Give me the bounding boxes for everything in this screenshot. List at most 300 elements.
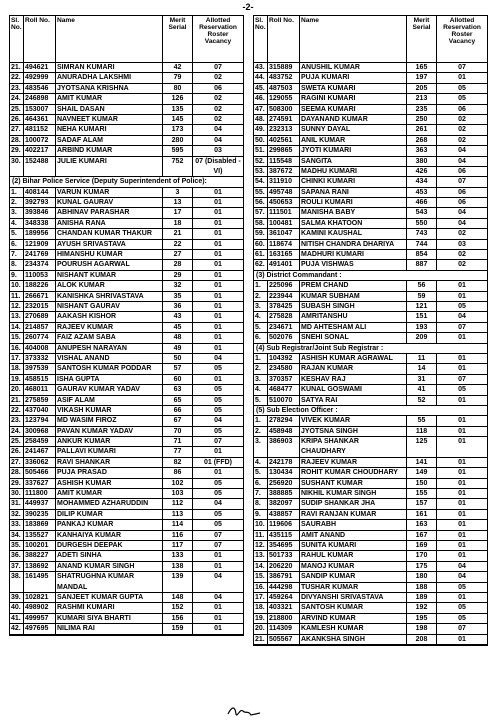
- cell-sl: 39.: [10, 593, 24, 602]
- cell-vacancy: 04: [214, 500, 222, 508]
- table-row: [10, 136, 243, 146]
- table-row: [10, 406, 243, 416]
- cell-sl: 22.: [10, 73, 24, 82]
- table-row: [254, 302, 487, 312]
- cell-merit: 121: [407, 302, 437, 311]
- left-table: [9, 15, 244, 636]
- cell-vacancy: 01: [214, 614, 222, 622]
- cell-sl: 20.: [10, 385, 24, 394]
- cell-name: SEEMA KUMARI: [300, 105, 407, 114]
- cell-vacancy: 02: [458, 251, 466, 259]
- cell-sl: 22.: [10, 406, 24, 415]
- cell-name: SHATRUGHNA KUMAR MANDAL: [56, 572, 163, 592]
- cell-name: FAIZ AZAM SABA: [56, 333, 163, 342]
- table-row: [254, 489, 487, 499]
- cell-vacancy: 04: [458, 313, 466, 321]
- cell-vacancy: 03: [458, 240, 466, 248]
- cell-roll: 361047: [268, 229, 300, 238]
- cell-roll: 214857: [24, 323, 56, 332]
- table-row: [254, 437, 487, 458]
- cell-roll: 111800: [24, 489, 56, 498]
- cell-sl: 52.: [254, 157, 268, 166]
- cell-roll: 390235: [24, 510, 56, 519]
- cell-roll: 459264: [268, 593, 300, 602]
- cell-sl: 11.: [254, 531, 268, 540]
- table-row: [254, 572, 487, 582]
- cell-vacancy: 03: [214, 147, 222, 155]
- cell-name: AMIT KUMAR: [56, 489, 163, 498]
- table-row: [10, 396, 243, 406]
- cell-vacancy: 01: [458, 365, 466, 373]
- cell-sl: 25.: [10, 105, 24, 114]
- cell-name: RAJEEV KUMAR: [300, 458, 407, 467]
- cell-merit: 426: [407, 167, 437, 176]
- table-row: [254, 105, 487, 115]
- cell-vacancy: 01: [458, 74, 466, 82]
- cell-vacancy: 01: [214, 282, 222, 290]
- cell-vacancy: 01: [214, 219, 222, 227]
- table-row: [254, 385, 487, 395]
- cell-name: ALOK KUMAR: [56, 281, 163, 290]
- cell-name: SUBASH SINGH: [300, 302, 407, 311]
- cell-sl: 21.: [10, 63, 24, 72]
- cell-sl: 2.: [254, 427, 268, 436]
- section-heading: (3) District Commandant :: [254, 271, 487, 281]
- cell-roll: 505567: [268, 635, 300, 644]
- cell-sl: 29.: [10, 146, 24, 155]
- cell-sl: 15.: [254, 572, 268, 581]
- table-row: [254, 614, 487, 624]
- cell-sl: 7.: [10, 250, 24, 259]
- cell-vacancy: 07: [214, 531, 222, 539]
- cell-name: ANIL KUMAR: [300, 136, 407, 145]
- table-row: [254, 375, 487, 385]
- cell-merit: 125: [407, 437, 437, 457]
- cell-merit: 18: [163, 219, 193, 228]
- header-merit: Merit Serial: [407, 16, 437, 62]
- cell-name: ARBIND KUMAR: [56, 146, 163, 155]
- cell-sl: 16.: [254, 583, 268, 592]
- cell-sl: 59.: [254, 229, 268, 238]
- cell-vacancy: 05: [458, 604, 466, 612]
- cell-sl: 17.: [10, 354, 24, 363]
- table-header: [10, 16, 243, 63]
- cell-merit: 57: [163, 364, 193, 373]
- cell-name: DILIP KUMAR: [56, 510, 163, 519]
- cell-vacancy: 07: [458, 64, 466, 71]
- cell-merit: 195: [407, 614, 437, 623]
- cell-merit: 189: [407, 593, 437, 602]
- cell-merit: 135: [163, 105, 193, 114]
- cell-vacancy: 01: [214, 604, 222, 612]
- cell-roll: 152488: [24, 157, 56, 177]
- cell-vacancy: 05: [214, 396, 222, 404]
- cell-sl: 44.: [254, 73, 268, 82]
- cell-merit: 14: [407, 364, 437, 373]
- cell-sl: 21.: [10, 396, 24, 405]
- table-row: [254, 499, 487, 509]
- table-row: [10, 94, 243, 104]
- cell-sl: 21.: [254, 635, 268, 644]
- cell-vacancy: 01: [458, 427, 466, 435]
- cell-sl: 28.: [10, 136, 24, 145]
- table-row: [10, 63, 243, 73]
- cell-sl: 46.: [254, 94, 268, 103]
- cell-vacancy: 07: [214, 438, 222, 446]
- cell-vacancy: 02: [214, 105, 222, 113]
- cell-sl: 2.: [10, 198, 24, 207]
- cell-roll: 153007: [24, 105, 56, 114]
- cell-merit: 3: [163, 188, 193, 197]
- cell-merit: 103: [163, 489, 193, 498]
- cell-sl: 27.: [10, 125, 24, 134]
- cell-merit: 165: [407, 63, 437, 72]
- cell-merit: 116: [163, 531, 193, 540]
- cell-roll: 104392: [268, 354, 300, 363]
- cell-roll: 501733: [268, 551, 300, 560]
- cell-sl: 57.: [254, 208, 268, 217]
- table-row: [10, 260, 243, 270]
- cell-merit: 163: [407, 520, 437, 529]
- cell-vacancy: 07: [458, 375, 466, 383]
- cell-merit: 188: [407, 583, 437, 592]
- cell-merit: 887: [407, 260, 437, 269]
- cell-sl: 1.: [254, 281, 268, 290]
- cell-sl: 62.: [254, 260, 268, 269]
- cell-vacancy: 01: [214, 448, 222, 456]
- cell-merit: 150: [407, 479, 437, 488]
- cell-vacancy: 01: [458, 500, 466, 508]
- cell-roll: 497695: [24, 624, 56, 633]
- cell-vacancy: 07: [458, 178, 466, 186]
- cell-name: ASHISH KUMAR: [56, 479, 163, 488]
- cell-sl: 53.: [254, 167, 268, 176]
- cell-merit: 35: [163, 292, 193, 301]
- cell-roll: 100481: [268, 219, 300, 228]
- cell-vacancy: 02: [458, 126, 466, 134]
- table-row: [254, 188, 487, 198]
- cell-sl: 9.: [10, 271, 24, 280]
- cell-sl: 14.: [254, 562, 268, 571]
- table-row: [10, 354, 243, 364]
- cell-name: ADETI SINHA: [56, 551, 163, 560]
- cell-name: RAHUL KUMAR: [300, 551, 407, 560]
- cell-roll: 483546: [24, 84, 56, 93]
- cell-merit: 113: [163, 510, 193, 519]
- cell-vacancy: 06: [458, 188, 466, 196]
- cell-name: KANISHKA SHRIVASTAVA: [56, 292, 163, 301]
- table-row: [254, 73, 487, 83]
- table-row: [10, 364, 243, 374]
- cell-sl: 5.: [10, 229, 24, 238]
- table-row: [10, 84, 243, 94]
- cell-name: KUNAL GAURAV: [56, 198, 163, 207]
- cell-name: NAVNEET KUMAR: [56, 115, 163, 124]
- table-row: [10, 541, 243, 551]
- cell-vacancy: 04: [458, 157, 466, 165]
- cell-name: VARUN KUMAR: [56, 188, 163, 197]
- table-row: [10, 458, 243, 468]
- table-row: [254, 510, 487, 520]
- cell-name: JULIE KUMARI: [56, 157, 163, 177]
- cell-roll: 393846: [24, 208, 56, 217]
- cell-merit: 213: [407, 94, 437, 103]
- cell-name: KAMLESH KUMAR: [300, 624, 407, 633]
- cell-merit: 36: [163, 302, 193, 311]
- cell-vacancy: 01: [214, 375, 222, 383]
- cell-name: RAJAN KUMAR: [300, 364, 407, 373]
- cell-roll: 300968: [24, 427, 56, 436]
- cell-roll: 508300: [268, 105, 300, 114]
- cell-merit: 161: [407, 510, 437, 519]
- cell-merit: 67: [163, 416, 193, 425]
- cell-name: SUNITA KUMARI: [300, 541, 407, 550]
- cell-sl: 3.: [254, 437, 268, 457]
- cell-vacancy: 01: [458, 479, 466, 487]
- cell-sl: 18.: [254, 603, 268, 612]
- cell-vacancy: 04: [458, 562, 466, 570]
- cell-sl: 55.: [254, 188, 268, 197]
- cell-vacancy: 01: [214, 230, 222, 238]
- cell-merit: 82: [163, 458, 193, 467]
- cell-sl: 34.: [10, 531, 24, 540]
- cell-merit: 175: [407, 562, 437, 571]
- cell-sl: 3.: [10, 208, 24, 217]
- cell-name: VIKASH KUMAR: [56, 406, 163, 415]
- cell-name: DURGESH DEEPAK: [56, 541, 163, 550]
- table-row: [254, 229, 487, 239]
- cell-name: VISHAL ANAND: [56, 354, 163, 363]
- cell-merit: 193: [407, 323, 437, 332]
- cell-roll: 189956: [24, 229, 56, 238]
- cell-name: MANISHA BABY: [300, 208, 407, 217]
- header-name: Name: [300, 16, 407, 62]
- cell-sl: 58.: [254, 219, 268, 228]
- cell-roll: 438857: [268, 510, 300, 519]
- table-row: [10, 593, 243, 603]
- cell-roll: 487503: [268, 84, 300, 93]
- cell-vacancy: 05: [458, 583, 466, 591]
- cell-name: KANHAIYA KUMAR: [56, 531, 163, 540]
- table-row: [254, 541, 487, 551]
- cell-vacancy: 01: [458, 458, 466, 466]
- table-row: [10, 437, 243, 447]
- cell-roll: 299865: [268, 146, 300, 155]
- cell-sl: 17.: [254, 593, 268, 602]
- cell-roll: 499957: [24, 614, 56, 623]
- cell-merit: 453: [407, 188, 437, 197]
- cell-merit: 102: [163, 479, 193, 488]
- cell-vacancy: 01: [458, 354, 466, 362]
- table-row: [254, 416, 487, 426]
- cell-name: JYOTI KUMARI: [300, 146, 407, 155]
- cell-sl: 48.: [254, 115, 268, 124]
- cell-sl: 9.: [254, 510, 268, 519]
- table-header: [254, 16, 487, 63]
- cell-vacancy: 07: [458, 323, 466, 331]
- header-roll: Roll No.: [268, 16, 300, 62]
- cell-name: NILIMA RAI: [56, 624, 163, 633]
- table-row: [254, 364, 487, 374]
- table-row: [254, 84, 487, 94]
- cell-merit: 112: [163, 499, 193, 508]
- header-vacancy: Allotted Reservation Roster Vacancy: [443, 17, 481, 45]
- cell-name: GAURAV KUMAR YADAV: [56, 385, 163, 394]
- cell-name: ANKUR KUMAR: [56, 437, 163, 446]
- cell-roll: 435115: [268, 531, 300, 540]
- cell-merit: 17: [163, 208, 193, 217]
- cell-merit: 80: [163, 84, 193, 93]
- cell-name: DAYANAND KUMAR: [300, 115, 407, 124]
- cell-roll: 234671: [268, 323, 300, 332]
- table-row: [10, 115, 243, 125]
- cell-merit: 43: [163, 312, 193, 321]
- table-row: [10, 624, 243, 634]
- cell-vacancy: 01: [214, 313, 222, 321]
- cell-merit: 280: [163, 136, 193, 145]
- cell-vacancy: 01: [214, 292, 222, 300]
- cell-name: CHANDAN KUMAR THAKUR: [56, 229, 163, 238]
- table-row: [254, 333, 487, 343]
- cell-sl: 26.: [10, 447, 24, 456]
- cell-sl: 3.: [254, 375, 268, 384]
- cell-name: MOHAMMED AZHARUDDIN: [56, 499, 163, 508]
- table-row: [10, 125, 243, 135]
- cell-name: ASHISH KUMAR AGRAWAL: [300, 354, 407, 363]
- cell-merit: 21: [163, 229, 193, 238]
- cell-merit: 55: [407, 416, 437, 425]
- table-row: [10, 520, 243, 530]
- table-row: [254, 198, 487, 208]
- cell-roll: 337627: [24, 479, 56, 488]
- cell-merit: 141: [407, 458, 437, 467]
- cell-roll: 123794: [24, 416, 56, 425]
- cell-vacancy: 07: [214, 64, 222, 71]
- cell-vacancy: 07 (Disabled - VI): [195, 157, 241, 175]
- cell-sl: 24.: [10, 427, 24, 436]
- cell-roll: 354695: [268, 541, 300, 550]
- cell-roll: 458948: [268, 427, 300, 436]
- table-row: [10, 302, 243, 312]
- cell-name: PUJA KUMARI: [300, 73, 407, 82]
- cell-sl: 12.: [10, 302, 24, 311]
- cell-roll: 138692: [24, 562, 56, 571]
- cell-vacancy: 01: [214, 261, 222, 269]
- cell-roll: 492999: [24, 73, 56, 82]
- cell-merit: 192: [407, 603, 437, 612]
- cell-merit: 27: [163, 250, 193, 259]
- cell-roll: 505466: [24, 468, 56, 477]
- cell-vacancy: 01: [458, 396, 466, 404]
- cell-sl: 28.: [10, 468, 24, 477]
- table-row: [254, 281, 487, 291]
- cell-sl: 43.: [254, 63, 268, 72]
- cell-merit: 70: [163, 427, 193, 436]
- cell-merit: 45: [163, 323, 193, 332]
- table-row: [254, 219, 487, 229]
- table-row: [10, 240, 243, 250]
- table-row: [10, 146, 243, 156]
- cell-roll: 278294: [268, 416, 300, 425]
- cell-name: SUSHANT KUMAR: [300, 479, 407, 488]
- cell-roll: 449937: [24, 499, 56, 508]
- cell-merit: 170: [407, 551, 437, 560]
- table-row: [10, 219, 243, 229]
- cell-sl: 5.: [254, 323, 268, 332]
- table-row: [10, 572, 243, 593]
- cell-vacancy: 01: [458, 417, 466, 425]
- cell-vacancy: 01: [458, 469, 466, 477]
- cell-sl: 51.: [254, 146, 268, 155]
- cell-vacancy: 04: [458, 147, 466, 155]
- cell-roll: 110053: [24, 271, 56, 280]
- cell-roll: 100072: [24, 136, 56, 145]
- table-row: [10, 427, 243, 437]
- table-row: [254, 354, 487, 364]
- table-row: [254, 479, 487, 489]
- cell-sl: 5.: [254, 468, 268, 477]
- cell-roll: 223944: [268, 292, 300, 301]
- cell-vacancy: 05: [214, 386, 222, 394]
- table-row: [10, 479, 243, 489]
- cell-roll: 246898: [24, 94, 56, 103]
- cell-name: ROULI KUMARI: [300, 198, 407, 207]
- cell-name: SUDIP SHANKAR JHA: [300, 499, 407, 508]
- cell-vacancy: 01: [214, 334, 222, 342]
- table-row: [254, 396, 487, 406]
- table-row: [10, 447, 243, 457]
- cell-name: NITISH CHANDRA DHARIYA: [300, 240, 407, 249]
- cell-roll: 483752: [268, 73, 300, 82]
- cell-name: KUNAL GOSWAMI: [300, 385, 407, 394]
- cell-roll: 256920: [268, 479, 300, 488]
- cell-name: ISHA GUPTA: [56, 375, 163, 384]
- cell-name: KUMAR SUBHAM: [300, 292, 407, 301]
- cell-vacancy: 05: [214, 479, 222, 487]
- cell-sl: 24.: [10, 94, 24, 103]
- table-row: [254, 177, 487, 187]
- cell-sl: 30.: [10, 157, 24, 177]
- cell-name: SATYA RAI: [300, 396, 407, 405]
- cell-name: RAVI SHANKAR: [56, 458, 163, 467]
- cell-sl: 4.: [10, 219, 24, 228]
- cell-merit: 543: [407, 208, 437, 217]
- cell-name: NIKHIL KUMAR SINGH: [300, 489, 407, 498]
- cell-merit: 155: [407, 489, 437, 498]
- cell-name: AAKASH KISHOR: [56, 312, 163, 321]
- cell-sl: 5.: [254, 396, 268, 405]
- cell-vacancy: 01: [458, 541, 466, 549]
- cell-roll: 348338: [24, 219, 56, 228]
- cell-sl: 16.: [10, 344, 24, 353]
- table-row: [254, 94, 487, 104]
- cell-name: SANTOSH KUMAR PODDAR: [56, 364, 163, 373]
- cell-roll: 386791: [268, 572, 300, 581]
- cell-roll: 275828: [268, 312, 300, 321]
- cell-vacancy: 01: [214, 469, 222, 477]
- cell-vacancy: 01: [214, 251, 222, 259]
- cell-vacancy: 01: [214, 562, 222, 570]
- cell-roll: 464361: [24, 115, 56, 124]
- cell-name: PUJA PRASAD: [56, 468, 163, 477]
- cell-name: VIVEK KUMAR: [300, 416, 407, 425]
- cell-roll: 242178: [268, 458, 300, 467]
- cell-name: SNEHI SONAL: [300, 333, 407, 342]
- cell-roll: 403321: [268, 603, 300, 612]
- cell-vacancy: 01: [214, 303, 222, 310]
- cell-merit: 77: [163, 447, 193, 456]
- cell-vacancy: 01: [214, 271, 222, 279]
